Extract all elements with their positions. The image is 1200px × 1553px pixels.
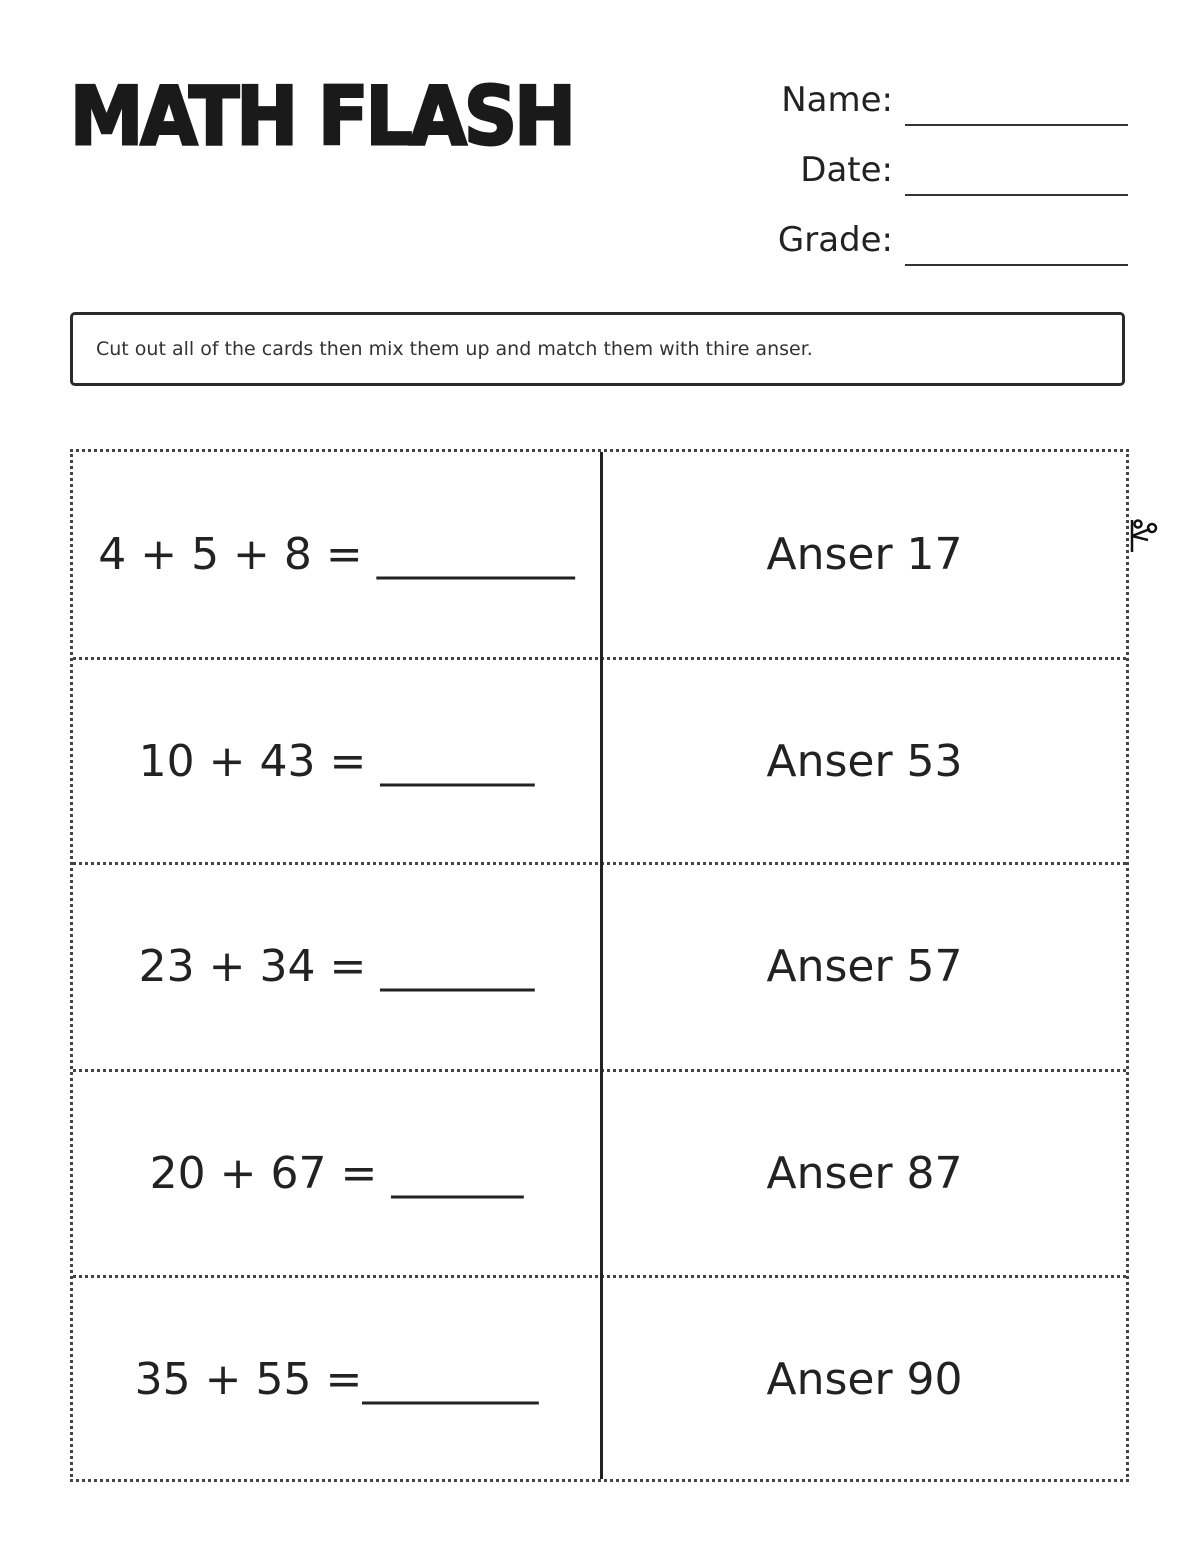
instructions-box [70,312,1125,386]
grade-label: Grade: [777,220,893,260]
question-card: 4 + 5 + 8 = _________ [98,529,575,580]
grade-line[interactable] [905,263,1128,266]
question-card: 10 + 43 = _______ [138,735,535,787]
date-field[interactable] [628,138,1128,198]
grade-field[interactable] [628,208,1128,268]
instructions-text: Cut out all of the cards then mix them up and match them with thire anser. [96,338,813,360]
date-label: Date: [800,150,893,190]
question-card: 23 + 34 = _______ [138,940,535,992]
answer-card: Anser 90 [766,1353,963,1405]
date-line[interactable] [905,193,1128,196]
name-line[interactable] [905,123,1128,126]
answer-card: Anser 17 [766,529,963,580]
name-field[interactable] [628,68,1128,128]
answer-card: Anser 53 [766,735,963,787]
scissors-icon [1124,518,1158,554]
page-title: MATH FLASH [70,70,574,163]
question-card: 20 + 67 = ______ [149,1147,524,1199]
answer-card: Anser 87 [766,1147,963,1199]
name-label: Name: [781,80,893,120]
answer-card: Anser 57 [766,940,963,992]
card-grid [70,449,1129,1482]
question-card: 35 + 55 =________ [134,1353,539,1405]
column-divider [600,452,603,1479]
